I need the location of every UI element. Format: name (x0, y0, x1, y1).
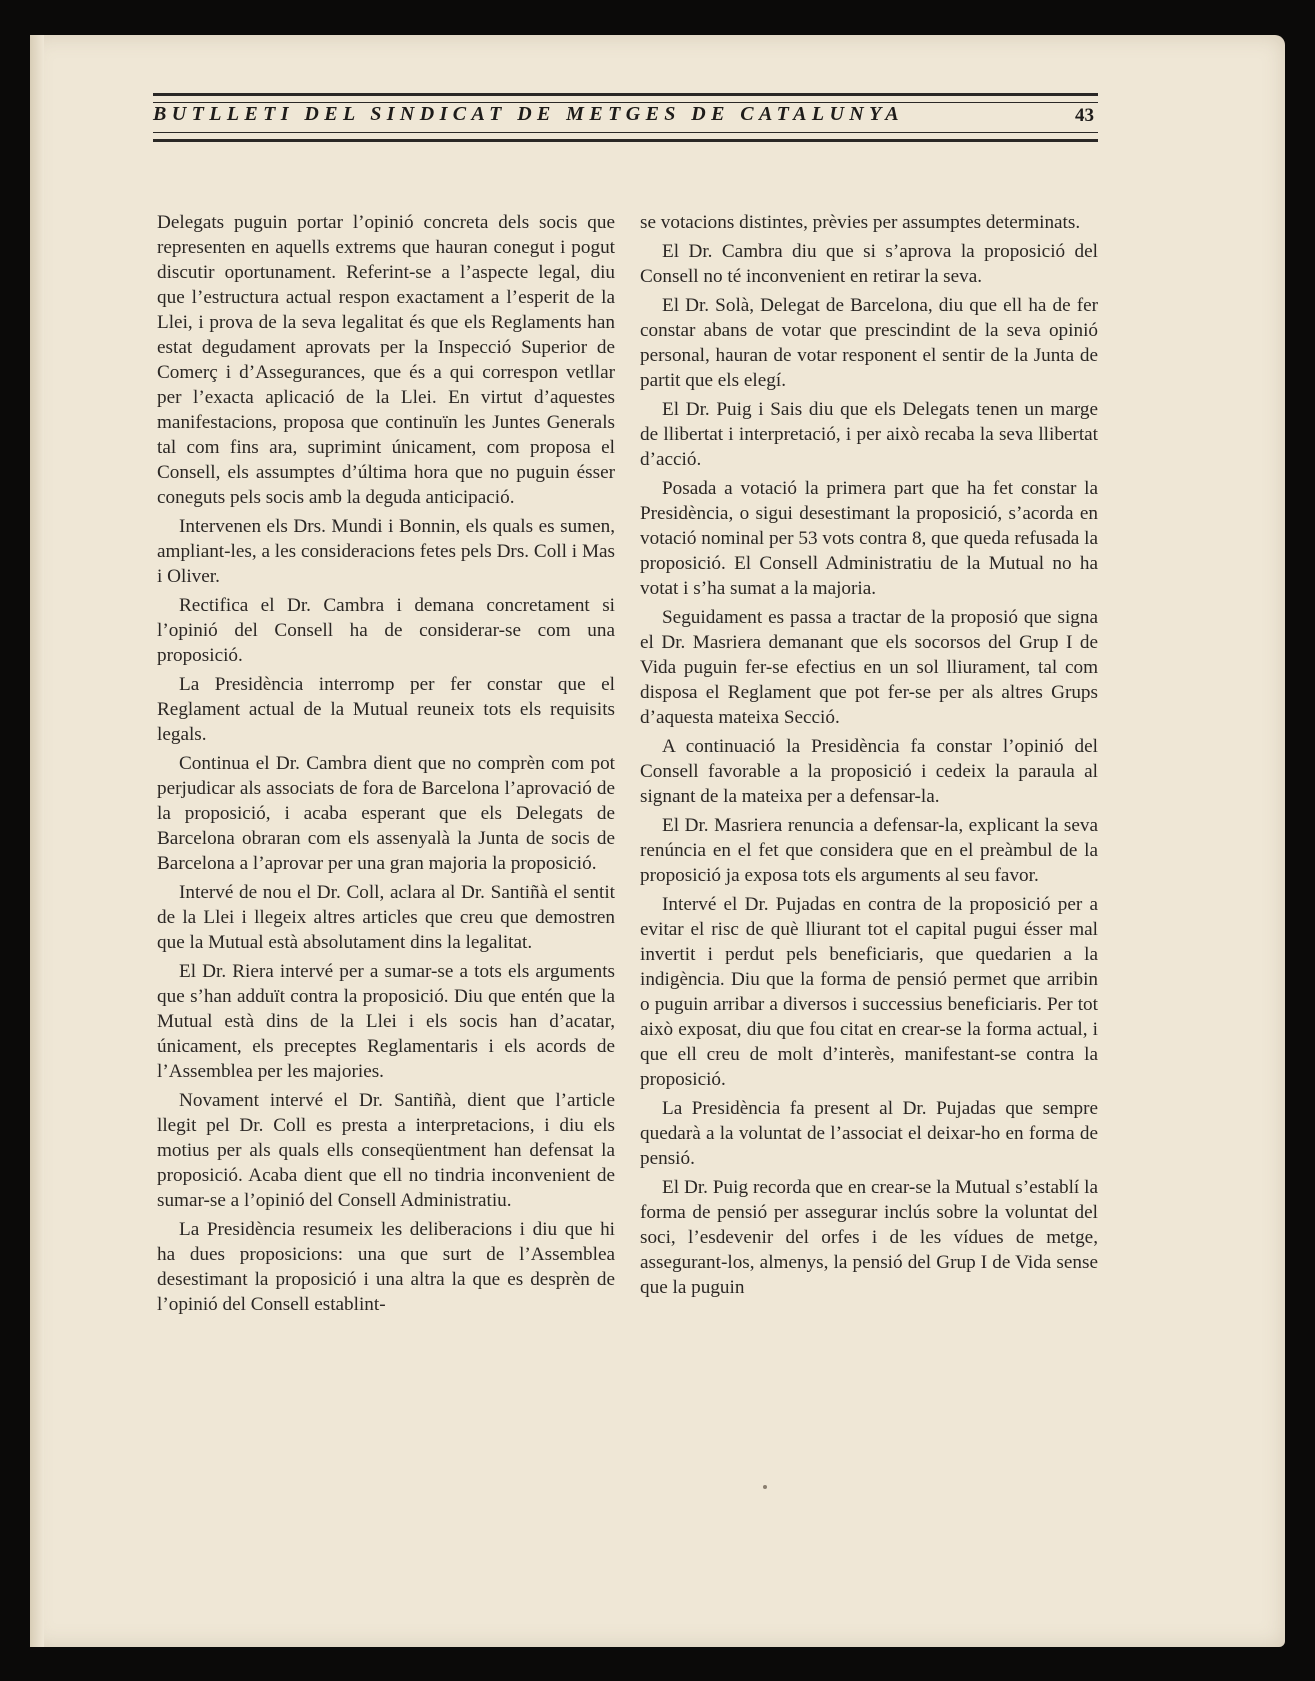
paragraph: La Presidència resumeix les deliberacions i diu que hi ha dues proposicions: una que surt de l’Assemblea desestimant la proposició i una altra la que es desprèn de l’opinió del Consell establint- (157, 1219, 615, 1315)
paragraph: El Dr. Puig recorda que en crear-se la Mutual s’establí la forma de pensió per assegurar inclús sobre la voluntat del soci, l’esdevenir del orfes i de les vídues de metge, assegurant-los, almenys, la pensió del Grup I de Vida sense que la puguin (640, 1177, 1098, 1298)
paragraph: A continuació la Presidència fa constar l’opinió del Consell favorable a la proposició i cedeix la paraula al signant de la mateixa per a defensar-la. (640, 736, 1098, 807)
paragraph: Delegats puguin portar l’opinió concreta dels socis que representen en aquells extrems que hauran conegut i pogut discutir oportunament. Referint-se a l’aspecte legal, diu que l’estructura actual respon exactament a l’esperit de la Llei, i prova de la seva legalitat és que els Reglaments han estat degudament aprovats per la Inspecció Superior de Comerç i d’Assegurances, que és a qui correspon vetllar per l’exacta aplicació de la Llei. En virtut d’aquestes manifestacions, proposa que continuïn les Juntes Generals tal com fins ara, suprimint únicament, com proposa el Consell, els assumptes d’última hora que no puguin ésser coneguts pels socis amb la deguda anticipació. (157, 212, 615, 508)
paragraph: El Dr. Riera intervé per a sumar-se a tots els arguments que s’han adduït contra la proposició. Diu que entén que la Mutual està dins de la Llei i els socis han d’acatar, únicament, els preceptes Reglamentaris i els acords de l’Assemblea per les majories. (157, 961, 615, 1082)
paragraph: Seguidament es passa a tractar de la proposió que signa el Dr. Masriera demanant que els socorsos del Grup I de Vida puguin fer-se efectius en un sol lliurament, tal com disposa el Reglament que pot fer-se per als altres Grups d’aquesta mateixa Secció. (640, 607, 1098, 728)
paragraph: Intervenen els Drs. Mundi i Bonnin, els quals es sumen, ampliant-les, a les consideracions fetes pels Drs. Coll i Mas i Oliver. (157, 516, 615, 587)
running-title: BUTLLETI DEL SINDICAT DE METGES DE CATALUNYA (153, 103, 905, 125)
page-number: 43 (1075, 105, 1094, 126)
paper-speck (763, 1485, 767, 1489)
paragraph: Posada a votació la primera part que ha fet constar la Presidència, o sigui desestimant la proposició, s’acorda en votació nominal per 53 vots contra 8, que queda refusada la proposició. El Consell Administratiu de la Mutual no ha votat i s’ha sumat a la majoria. (640, 478, 1098, 599)
header-rule-top (153, 93, 1098, 103)
right-column (640, 210, 1098, 1300)
running-header (153, 93, 1098, 153)
paragraph: Intervé de nou el Dr. Coll, aclara al Dr. Santiñà el sentit de la Llei i llegeix altres articles que creu que demostren que la Mutual està absolutament dins la legalitat. (157, 882, 615, 953)
paragraph: La Presidència fa present al Dr. Pujadas que sempre quedarà a la voluntat de l’associat el deixar-ho en forma de pensió. (640, 1098, 1098, 1169)
paragraph: Intervé el Dr. Pujadas en contra de la proposició per a evitar el risc de què lliurant tot el capital pugui ésser mal invertit i perdut pels beneficiaris, que quedarien a la indigència. Diu que la forma de pensió permet que arribin o puguin arribar a diversos i successius beneficiaris. Per tot això exposat, diu que fou citat en crear-se la forma actual, i que ell creu de molt d’interès, manifestant-se contra la proposició. (640, 894, 1098, 1090)
paragraph: Rectifica el Dr. Cambra i demana concretament si l’opinió del Consell ha de considerar-se com una proposició. (157, 595, 615, 666)
paragraph: La Presidència interromp per fer constar que el Reglament actual de la Mutual reuneix tots els requisits legals. (157, 674, 615, 745)
left-column (157, 210, 615, 1317)
page-fold-shadow (30, 35, 44, 1647)
paragraph: se votacions distintes, prèvies per assumptes determinats. (640, 212, 1081, 233)
paragraph: El Dr. Masriera renuncia a defensar-la, explicant la seva renúncia en el fet que considera que en el preàmbul de la proposició ja exposa tots els arguments al seu favor. (640, 815, 1098, 886)
paragraph: Novament intervé el Dr. Santiñà, dient que l’article llegit pel Dr. Coll es presta a interpretacions, i diu els motius per als quals ells conseqüentment han defensat la proposició. Acaba dient que ell no tindria inconvenient de sumar-se a l’opinió del Consell Administratiu. (157, 1090, 615, 1211)
paragraph: El Dr. Puig i Sais diu que els Delegats tenen un marge de llibertat i interpretació, i per això recaba la seva llibertat d’acció. (640, 399, 1098, 470)
paragraph: Continua el Dr. Cambra dient que no comprèn com pot perjudicar als associats de fora de Barcelona l’aprovació de la proposició, i acaba esperant que els Delegats de Barcelona obraran com els assenyalà la Junta de socis de Barcelona a l’aprovar per una gran majoria la proposició. (157, 753, 615, 874)
paragraph: El Dr. Cambra diu que si s’aprova la proposició del Consell no té inconvenient en retirar la seva. (640, 241, 1098, 287)
paragraph: El Dr. Solà, Delegat de Barcelona, diu que ell ha de fer constar abans de votar que prescindint de la seva opinió personal, hauran de votar responent el sentir de la Junta de partit que els elegí. (640, 295, 1098, 391)
header-rule-bottom (153, 132, 1098, 142)
